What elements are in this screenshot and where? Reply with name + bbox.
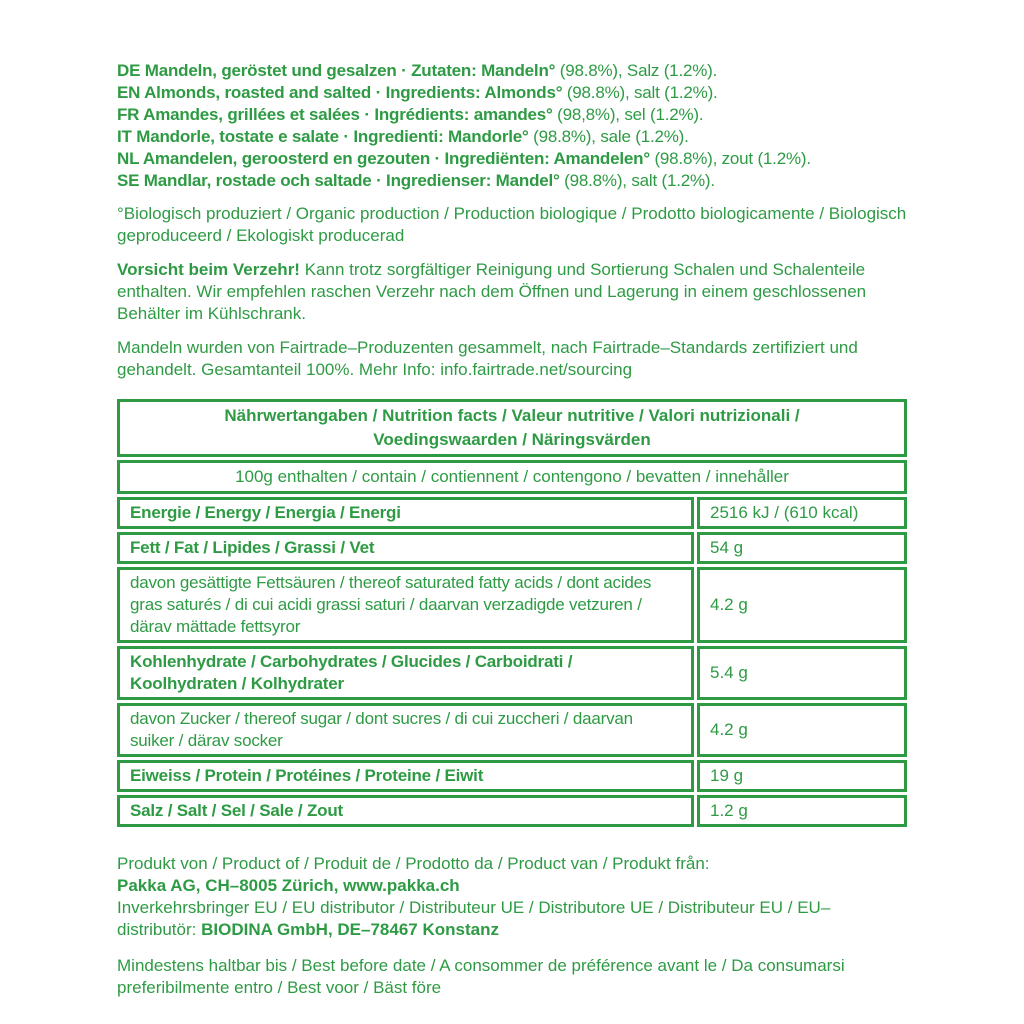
ingredient-line-it-bold: IT Mandorle, tostate e salate · Ingredienti: Mandorle° — [117, 127, 529, 146]
nutrition-table-subtitle: 100g enthalten / contain / contiennent / contengono / bevatten / innehåller — [117, 460, 907, 494]
row-label-saturated-fat: davon gesättigte Fettsäuren / thereof saturated fatty acids / dont acides gras saturés / di cui acidi grassi saturi / daarvan verzadigde vetzuren / därav mättade fettsyror — [117, 567, 694, 643]
fairtrade-note: Mandeln wurden von Fairtrade–Produzenten gesammelt, nach Fairtrade–Standards zertifiziert und gehandelt. Gesamtanteil 100%. Mehr Info: info.fairtrade.net/sourcing — [117, 338, 858, 379]
nutrition-table-title-line1: Nährwertangaben / Nutrition facts / Valeur nutritive / Valori nutrizionali / — [224, 406, 800, 425]
ingredient-line-de-bold: DE Mandeln, geröstet und gesalzen · Zutaten: Mandeln° — [117, 61, 556, 80]
ingredient-line-en-bold: EN Almonds, roasted and salted · Ingredients: Almonds° — [117, 83, 563, 102]
row-value-salt: 1.2 g — [697, 795, 907, 827]
table-row-fat — [117, 532, 907, 564]
ingredient-line-nl-bold: NL Amandelen, geroosterd en gezouten · Ingrediënten: Amandelen° — [117, 149, 650, 168]
table-row-saturated-fat — [117, 567, 907, 643]
row-value-fat: 54 g — [697, 532, 907, 564]
nutrition-table-title — [117, 399, 907, 457]
ingredient-line-se — [117, 170, 907, 192]
row-value-protein: 19 g — [697, 760, 907, 792]
row-label-sugar: davon Zucker / thereof sugar / dont sucres / di cui zuccheri / daarvan suiker / därav socker — [117, 703, 694, 757]
nutrition-table-subtitle-row — [117, 460, 907, 494]
row-value-carbohydrates: 5.4 g — [697, 646, 907, 700]
ingredient-line-de — [117, 60, 907, 82]
ingredient-line-it — [117, 126, 907, 148]
producer-intro: Produkt von / Product of / Produit de / Prodotto da / Product van / Produkt från: — [117, 854, 710, 873]
table-row-sugar — [117, 703, 907, 757]
producer-company: Pakka AG, CH–8005 Zürich, www.pakka.ch — [117, 876, 460, 895]
row-label-salt: Salz / Salt / Sel / Sale / Zout — [117, 795, 694, 827]
ingredient-line-de-rest: (98.8%), Salz (1.2%). — [555, 61, 718, 80]
ingredient-line-en-rest: (98.8%), salt (1.2%). — [562, 83, 718, 102]
product-label — [117, 60, 907, 1016]
row-label-energy: Energie / Energy / Energia / Energi — [117, 497, 694, 529]
ingredient-line-fr-rest: (98,8%), sel (1.2%). — [552, 105, 704, 124]
distributor-intro: Inverkehrsbringer EU / EU distributor / Distributeur UE / Distributore UE / Distributeur EU / EU–distributör: — [117, 898, 831, 939]
consumption-warning-title: Vorsicht beim Verzehr! — [117, 260, 300, 279]
ingredient-line-se-bold: SE Mandlar, rostade och saltade · Ingredienser: Mandel° — [117, 171, 560, 190]
ingredient-line-fr — [117, 104, 907, 126]
table-row-protein — [117, 760, 907, 792]
ingredient-line-se-rest: (98.8%), salt (1.2%). — [559, 171, 715, 190]
row-label-fat: Fett / Fat / Lipides / Grassi / Vet — [117, 532, 694, 564]
consumption-warning — [117, 259, 907, 325]
organic-production-note: °Biologisch produziert / Organic production / Production biologique / Prodotto biologicamente / Biologisch geproduceerd / Ekologiskt producerad — [117, 204, 907, 245]
row-label-protein: Eiweiss / Protein / Protéines / Proteine / Eiwit — [117, 760, 694, 792]
table-row-carbohydrates — [117, 646, 907, 700]
distributor-company: BIODINA GmbH, DE–78467 Konstanz — [201, 920, 499, 939]
best-before-note: Mindestens haltbar bis / Best before date / A consommer de préférence avant le / Da consumarsi preferibilmente entro / Best voor / Bäst före — [117, 956, 845, 997]
row-value-energy: 2516 kJ / (610 kcal) — [697, 497, 907, 529]
row-label-carbohydrates: Kohlenhydrate / Carbohydrates / Glucides / Carboidrati / Koolhydraten / Kolhydrater — [117, 646, 694, 700]
ingredient-line-fr-bold: FR Amandes, grillées et salées · Ingrédients: amandes° — [117, 105, 553, 124]
nutrition-table-title-row — [117, 399, 907, 457]
table-row-energy — [117, 497, 907, 529]
table-row-salt — [117, 795, 907, 827]
consumption-warning-text: Kann trotz sorgfältiger Reinigung und Sortierung Schalen und Schalenteile enthalten. Wir empfehlen raschen Verzehr nach dem Öffnen und Lagerung in einem geschlossenen Behälter im Kühlschrank. — [117, 260, 867, 323]
nutrition-table — [117, 399, 907, 827]
ingredient-line-nl-rest: (98.8%), zout (1.2%). — [649, 149, 811, 168]
row-value-sugar: 4.2 g — [697, 703, 907, 757]
ingredients-section — [117, 60, 907, 192]
nutrition-table-title-line2: Voedingswaarden / Näringsvärden — [373, 430, 651, 449]
row-value-saturated-fat: 4.2 g — [697, 567, 907, 643]
ingredient-line-it-rest: (98.8%), sale (1.2%). — [528, 127, 689, 146]
ingredient-line-nl — [117, 148, 907, 170]
distributor-line — [117, 897, 907, 941]
producer-section — [117, 853, 907, 941]
ingredient-line-en — [117, 82, 907, 104]
